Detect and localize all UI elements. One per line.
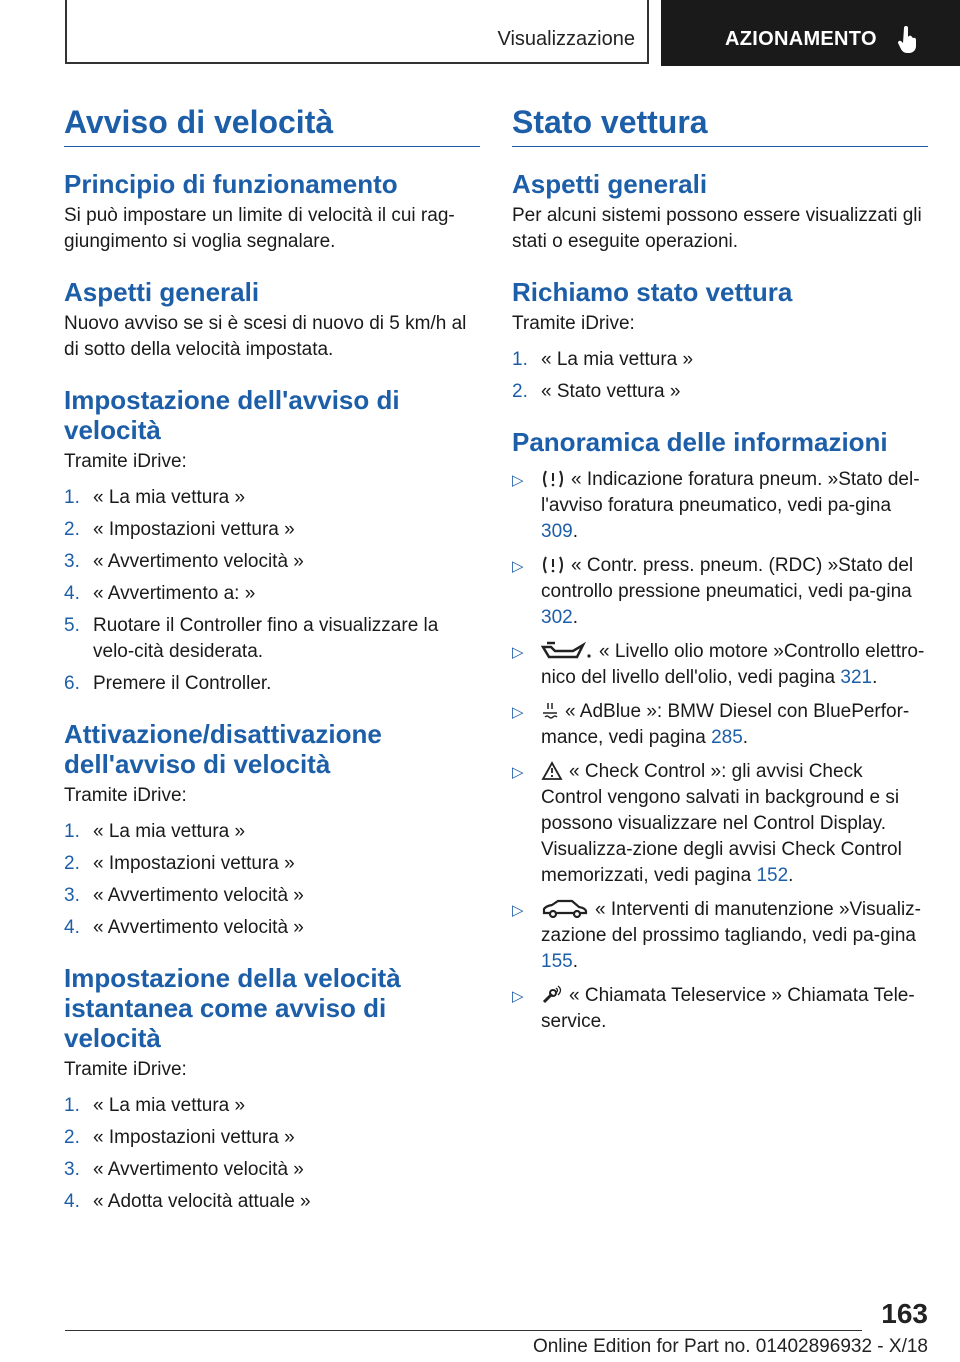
info-text: « Indicazione foratura pneum. »Stato del-l'avviso foratura pneumatico, vedi pa-gina	[541, 469, 920, 516]
step-number: 4.	[64, 1191, 80, 1212]
tire-pressure-warning-icon	[541, 469, 565, 489]
hand-pointer-icon	[897, 26, 919, 54]
step-text: « Adotta velocità attuale »	[93, 1191, 311, 1212]
step-text: « Impostazioni vettura »	[93, 519, 295, 540]
intro-impostazione-avviso: Tramite iDrive:	[64, 451, 187, 472]
left-column	[64, 100, 480, 1221]
step-text: « La mia vettura »	[93, 821, 246, 842]
footer-edition: Online Edition for Part no. 01402896932 - X/18	[532, 1336, 928, 1357]
step-number: 2.	[64, 853, 80, 874]
step-text: « Avvertimento velocità »	[93, 917, 304, 938]
heading-aspetti-generali: Aspetti generali	[64, 277, 260, 307]
header-section-label: Visualizzazione	[497, 28, 635, 50]
step-text: « Stato vettura »	[541, 381, 681, 402]
right-page-title: Stato vettura	[512, 100, 928, 147]
list-item	[512, 639, 928, 691]
step-text: « La mia vettura »	[93, 487, 246, 508]
chapter-tab-label: AZIONAMENTO	[725, 28, 877, 50]
step-number: 3.	[64, 885, 80, 906]
step-number: 2.	[64, 1127, 80, 1148]
step-text: « Impostazioni vettura »	[93, 1127, 295, 1148]
text-aspetti-generali: Nuovo avviso se si è scesi di nuovo di 5 km/h al di sotto della velocità impostata.	[64, 313, 467, 360]
step-text: « Avvertimento velocità »	[93, 551, 304, 572]
step-number: 3.	[64, 1159, 80, 1180]
page-link[interactable]: 309	[541, 521, 573, 542]
info-text-end: .	[572, 607, 578, 628]
bullet-triangle-icon: ▷	[512, 988, 524, 1005]
steps-velocita-istantanea	[64, 1093, 480, 1215]
footer-divider	[65, 1330, 862, 1331]
heading-aspetti-generali-stato: Aspetti generali	[512, 169, 708, 199]
intro-velocita-istantanea: Tramite iDrive:	[64, 1059, 187, 1080]
heading-panoramica: Panoramica delle informazioni	[512, 427, 888, 457]
intro-attivazione: Tramite iDrive:	[64, 785, 187, 806]
list-item	[512, 347, 928, 373]
info-text: « Interventi di manutenzione »Visualiz-zazione del prossimo tagliando, vedi pa-gina	[541, 899, 922, 946]
page-link[interactable]: 321	[840, 667, 873, 688]
text-principio: Si può impostare un limite di velocità il cui rag-giungimento si voglia segnalare.	[64, 205, 455, 252]
list-item	[64, 485, 480, 511]
chapter-tab	[661, 0, 960, 66]
step-number: 1.	[64, 1095, 80, 1116]
list-item	[64, 915, 480, 941]
list-item	[512, 699, 928, 751]
list-item	[512, 897, 928, 975]
list-item	[64, 851, 480, 877]
right-column	[512, 100, 928, 1043]
list-item	[64, 883, 480, 909]
step-text: « Avvertimento velocità »	[93, 885, 304, 906]
step-number: 2.	[512, 381, 528, 402]
steps-attivazione	[64, 819, 480, 941]
bullet-triangle-icon: ▷	[512, 764, 524, 781]
step-text: Premere il Controller.	[93, 673, 272, 694]
step-number: 6.	[64, 673, 80, 694]
page-link[interactable]: 155	[541, 951, 573, 972]
list-item	[64, 671, 480, 697]
list-item	[512, 379, 928, 405]
heading-principio: Principio di funzionamento	[64, 169, 398, 199]
list-item	[64, 1093, 480, 1119]
info-list	[512, 467, 928, 1035]
step-number: 1.	[512, 349, 528, 370]
info-text: « Livello olio motore »Controllo elettro-nico del livello dell'olio, vedi pagina	[541, 641, 925, 688]
list-item	[512, 467, 928, 545]
text-aspetti-generali-stato: Per alcuni sistemi possono essere visualizzati gli stati o eseguite operazioni.	[512, 205, 922, 252]
page-link[interactable]: 302	[541, 607, 573, 628]
list-item	[64, 1189, 480, 1215]
info-text: « AdBlue »: BMW Diesel con BluePerfor-mance, vedi pagina	[541, 701, 910, 748]
step-number: 4.	[64, 583, 80, 604]
info-text: « Chiamata Teleservice » Chiamata Tele-service.	[541, 985, 915, 1032]
bullet-triangle-icon: ▷	[512, 558, 524, 575]
heading-impostazione-avviso: Impostazione dell'avviso di velocità	[64, 385, 400, 445]
info-text-end: .	[872, 667, 878, 688]
heading-attivazione: Attivazione/disattivazione dell'avviso di velocità	[64, 719, 382, 779]
step-text: « La mia vettura »	[541, 349, 694, 370]
info-text: « Check Control »: gli avvisi Check Control vengono salvati in background e si possono visualizzare nel Control Display. Visualizza-zione degli avvisi Check Control memorizzati, vedi pagina	[541, 761, 902, 886]
bullet-triangle-icon: ▷	[512, 902, 524, 919]
list-item	[64, 1157, 480, 1183]
page-number: 163	[881, 1298, 928, 1329]
list-item	[64, 613, 480, 665]
step-text: Ruotare il Controller fino a visualizzare la velo-cità desiderata.	[93, 615, 439, 662]
service-car-icon	[541, 899, 589, 919]
step-number: 2.	[64, 519, 80, 540]
list-item	[64, 517, 480, 543]
step-text: « La mia vettura »	[93, 1095, 246, 1116]
list-item	[512, 983, 928, 1035]
list-item	[512, 553, 928, 631]
oil-can-icon	[541, 641, 593, 661]
step-number: 1.	[64, 487, 80, 508]
step-number: 3.	[64, 551, 80, 572]
info-text-end: .	[572, 521, 578, 542]
intro-richiamo-stato: Tramite iDrive:	[512, 313, 635, 334]
list-item	[64, 1125, 480, 1151]
teleservice-wrench-icon	[541, 985, 563, 1005]
page-link[interactable]: 285	[711, 727, 743, 748]
step-number: 4.	[64, 917, 80, 938]
heading-richiamo-stato: Richiamo stato vettura	[512, 277, 793, 307]
info-text-end: .	[788, 865, 794, 886]
step-number: 5.	[64, 615, 80, 636]
bullet-triangle-icon: ▷	[512, 644, 524, 661]
bullet-triangle-icon: ▷	[512, 704, 524, 721]
info-text-end: .	[572, 951, 578, 972]
list-item	[64, 581, 480, 607]
info-text: « Contr. press. pneum. (RDC) »Stato del controllo pressione pneumatici, vedi pa-gina	[541, 555, 914, 602]
heading-velocita-istantanea: Impostazione della velocità istantanea come avviso di velocità	[64, 963, 401, 1053]
tire-pressure-warning-icon	[541, 555, 565, 575]
info-text-end: .	[742, 727, 749, 748]
bullet-triangle-icon: ▷	[512, 472, 524, 489]
page-link[interactable]: 152	[756, 865, 789, 886]
list-item	[64, 819, 480, 845]
list-item	[64, 549, 480, 575]
step-text: « Avvertimento velocità »	[93, 1159, 304, 1180]
steps-impostazione-avviso	[64, 485, 480, 697]
step-text: « Impostazioni vettura »	[93, 853, 295, 874]
warning-triangle-icon	[541, 761, 563, 781]
adblue-icon	[541, 701, 559, 721]
step-text: « Avvertimento a: »	[93, 583, 256, 604]
left-page-title: Avviso di velocità	[64, 100, 480, 147]
list-item	[512, 759, 928, 889]
step-number: 1.	[64, 821, 80, 842]
steps-richiamo-stato	[512, 347, 928, 405]
